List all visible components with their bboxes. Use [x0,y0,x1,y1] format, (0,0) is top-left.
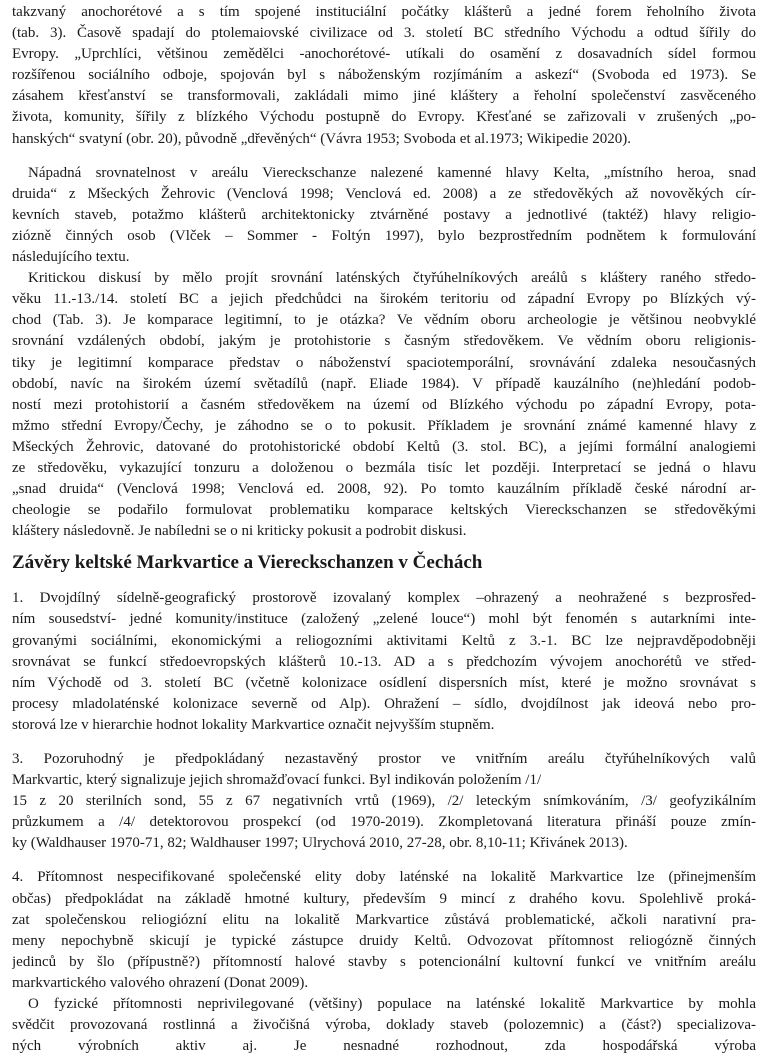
text-line: grovanými sociálními, ekonomickými a reliogozními aktivitami Keltů z 3.-1. BC lze nejpravděpodobněji [12,632,756,649]
text-line: (tab. 3). Časově spadají do ptolemaiovské civilizace od 3. století BC středního Východu a odtud šířily do [12,25,756,42]
paragraph-gap [12,854,756,867]
text-line: mžmo střední Evropy/Čechy, je záhodno se o to pokusit. Příkladem je srovnání známé kamenné hlavy z [12,417,756,434]
text-line: tiky je legitimní komparace představ o náboženství spaciotemporální, srovnávání zdaleka nesoučasných [12,354,756,371]
paragraph-conclusion-3 [12,749,756,854]
text-line: Markvartic, který signalizuje jejich shromažďovací funkci. Byl indikován položením /1/ [12,772,542,789]
text-line: ných výrobních aktiv aj. Je nesnadné rozhodnout, zda hospodářská výroba [12,1038,756,1055]
text-line: svědčit provozovaná rostlinná a živočišná výroba, doklady staveb (polozemnic) a (část?) specializova- [12,1017,756,1034]
text-line: cheologie se podařilo formulovat problematiku komparace keltských Viereckschanzen se středověkými [12,502,756,519]
text-line: Mšeckých Žehrovic, datované do protohistorické období Keltů (3. stol. BC), a jejími formální analogiemi [12,438,756,455]
text-line: následujícího textu. [12,249,130,266]
text-line: 1. Dvojdílný sídelně-geografický prostorově izovalaný komplex –ohrazený a neohražené s bezprosřed- [12,590,756,607]
paragraph-1 [12,2,756,150]
document-page [12,2,756,1057]
paragraph-conclusion-4 [12,867,756,994]
section-heading: Závěry keltské Markvartice a Viereckschanzen v Čechách [12,552,483,574]
paragraph-gap [12,150,756,163]
text-line: ziózně činných osob (Vlček – Sommer - Foltýn 1997), bylo bezprostředním podnětem k formulování [12,227,756,244]
text-line: Kritickou diskusí by mělo projít srovnání laténských čtyřúhelníkových areálů s kláštery raného středo- [28,270,756,287]
text-line: srovnávat se funkcí středoevropských klášterů 10.-13. AD a s předchozím vývojem anochorétů ve střed- [12,653,756,670]
text-line: jedinců by šlo (přípustně?) přítomností halové stavby s potencionální kultovní funkcí ve vnitřním areálu [12,953,756,970]
text-line: srovnání vzdálených období, jakým je protohistorie s časným středověkem. Ve vědním oboru religionis- [12,333,756,350]
text-line: Evropy. „Uprchlíci, většinou zemědělci -anochorétové- utíkali do osamění z dosavadních sídel formou [12,46,756,63]
paragraph-gap [12,736,756,749]
text-line: období, navíc na širokém území světadílů (např. Eliade 1984). V případě kauzálního (ne)hledání podob- [12,375,756,392]
text-line: věku 11.-13./14. století BC a jejich předchůdci na širokém teritoriu od západní Evropy po Blízkých vý- [12,291,756,308]
text-line: ky (Waldhauser 1970-71, 82; Waldhauser 1997; Ulrychová 2010, 27-28, obr. 8,10-11; Křivánek 2013). [12,835,628,852]
text-line: zat společenskou reliogiózní elitu na lokalitě Markvartice zůstává problematické, ačkoli narativní pra- [12,911,756,928]
text-line: 4. Přítomnost nespecifikované společenské elity doby laténské na lokalitě Markvartice lze (přinejmenším [12,869,756,886]
text-line: „snad druida“ (Venclová 1998; Venclová ed. 2008, 92). Po tomto kauzálním příkladě české národní ar- [12,481,756,498]
text-line: života, komunity, šířily z blízkého Východu postupně do Evropy. Křesťané se zařizovali v zrušených „po- [12,109,756,126]
text-line: hanských“ svatyní (obr. 20), původně „dřevěných“ (Vávra 1953; Svoboda et al.1973; Wikipedie 2020). [12,130,631,147]
text-line: Nápadná srovnatelnost v areálu Viereckschanze nalezené kamenné hlavy Kelta, „místního heroa, snad [28,164,756,181]
text-line: kevních staveb, potažmo klášterů architektonicky ztvárněné postavy a jednotlivé (taktéž) hlavy religio- [12,206,756,223]
paragraph-conclusion-4-continued [12,994,756,1057]
text-line: meny nepochybně skicují je typické zástupce druidy Keltů. Odvozovat přítomnost reliogózně činných [12,932,756,949]
text-line: ností mezi protohistorií a časném středověkem na území od Blízkého východu po západní Evropy, pota- [12,396,756,413]
text-line: rozšířenou sociálního odboje, spojován byl s náboženským rozjímáním a askezí“ (Svoboda ed 1973). Se [12,67,756,84]
text-line: O fyzické přítomnosti neprivilegované (většiny) populace na laténské lokalitě Markvartice by mohla [28,996,756,1013]
text-line: 15 z 20 sterilních sond, 55 z 67 negativních vrtů (1969), /2/ leteckým snímkováním, /3/ geofyzikálním [12,793,756,810]
text-line: storová lze v hierarchie hodnot lokality Markvartice označit nejvyšším stupněm. [12,716,495,733]
text-line: druida“ z Mšeckých Žehrovic (Venclová 1998; Venclová ed. 2008) a ze středověkých až novověkých cír- [12,185,756,202]
text-line: ním sousedství- jedné komunity/instituce (založený „zelené louce“) mohl být fenomén s autarkními inte- [12,611,756,628]
paragraph-3 [12,268,756,542]
text-line: kláštery následovně. Je nabíledni se o ni kriticky pokusit a podrobit diskusi. [12,523,467,540]
text-line: procesy mladolaténské kolonizace severně od Alp). Ohražení – sídlo, dvojdílnost jak ideová nebo pro- [12,695,756,712]
paragraph-conclusion-1 [12,588,756,736]
text-line: ním Východě od 3. století BC (včetně kolonizace osídlení dispersních míst, které je možno srovnávat s [12,674,756,691]
text-line: chod (Tab. 3). Je komparace legitimní, to je otázka? Ve vědním oboru archeologie je většinou neobvyklé [12,312,756,329]
text-line: občas) předpokládat na základě hmotné kultury, především 9 mincí z drahého kovu. Spolehlivě proká- [12,890,756,907]
text-line: zásahem křesťanství se transformovali, zakládali mimo jiné kláštery a řeholní společenství zasvěceného [12,88,756,105]
text-line: průzkumem a /4/ detektorovou prospekcí (od 1970-2019). Zkompletovaná literatura přináší pouze zmín- [12,814,756,831]
text-line: markvartického valového ohrazení (Donat 2009). [12,974,309,991]
text-line: takzvaný anochorétové a s tím spojené instituciální počátky klášterů a jedné forem řeholního života [12,4,756,20]
text-line: 3. Pozoruhodný je předpokládaný nezastavěný prostor ve vnitřním areálu čtyřúhelníkových valů [12,751,756,767]
text-line: ze středověku, vykazující tonzuru a doloženou o bezmála tisíc let později. Interpretací se jedná o hlavu [12,459,756,476]
paragraph-2 [12,163,756,268]
